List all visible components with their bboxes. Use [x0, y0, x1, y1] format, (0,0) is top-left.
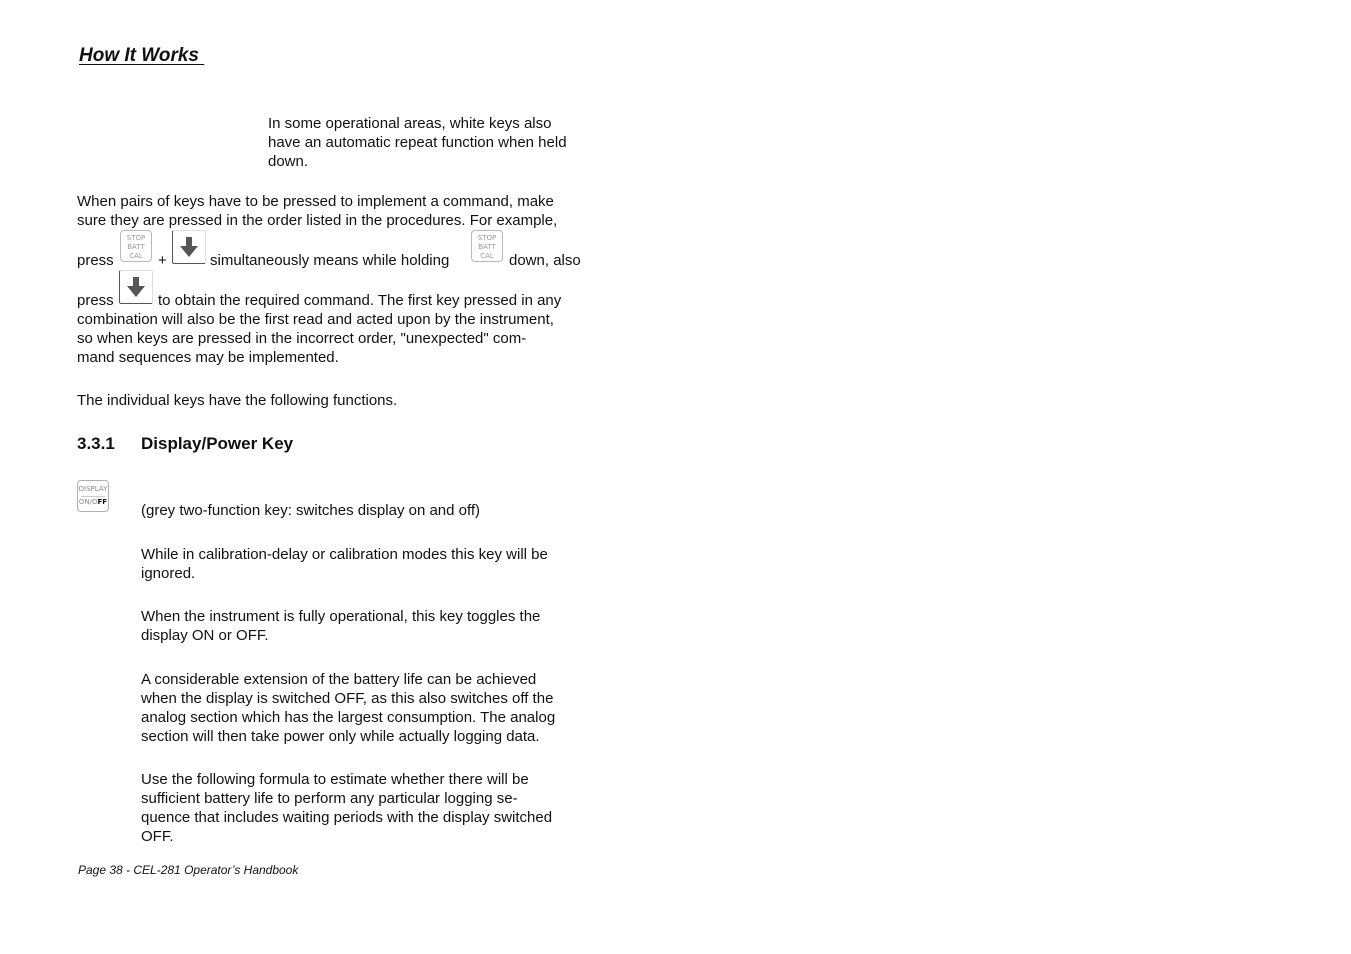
paragraph-line: quence that includes waiting periods with the display switched — [141, 809, 553, 826]
note-line: have an automatic repeat function when held — [268, 134, 567, 151]
paragraph-line: combination will also be the first read and acted upon by the instrument, — [77, 311, 554, 328]
display-power-key-icon — [77, 480, 109, 512]
section-paragraph — [141, 770, 552, 846]
paragraph-line: ignored. — [141, 565, 196, 582]
plus-sign: + — [158, 252, 167, 269]
down-arrow-key-icon — [172, 230, 206, 264]
down-also-text: down, also — [509, 252, 581, 269]
section-number: 3.3.1 — [77, 434, 115, 453]
down-arrow-key-icon — [119, 270, 153, 304]
section-title: Display/Power Key — [141, 434, 294, 453]
key-label-on: ON/O — [78, 498, 98, 506]
stop-batt-cal-key-icon — [471, 230, 503, 262]
key-order-paragraph-tail — [77, 310, 554, 367]
page-footer: Page 38 - CEL-281 Operator’s Handbook — [78, 863, 299, 877]
key-label: CAL — [129, 252, 143, 260]
paragraph-line: When the instrument is fully operational, this key toggles the — [141, 608, 541, 625]
key-order-paragraph — [77, 192, 557, 230]
note-line: In some operational areas, white keys also — [268, 115, 552, 132]
key-label: BATT — [478, 243, 496, 251]
paragraph-line: sure they are pressed in the order listed in the procedures. For example, — [77, 212, 558, 229]
key-label: STOP — [126, 234, 146, 242]
section-paragraph — [141, 545, 548, 583]
key-functions-intro: The individual keys have the following functions. — [77, 392, 398, 409]
paragraph-line: Use the following formula to estimate whether there will be — [141, 771, 529, 788]
paragraph-line: OFF. — [141, 828, 174, 845]
stop-batt-cal-key-icon — [120, 230, 152, 262]
paragraph-line: section will then take power only while actually logging data. — [141, 728, 540, 745]
paragraph-line: when the display is switched OFF, as this also switches off the — [141, 690, 554, 707]
simultaneous-text: simultaneously means while holding — [210, 252, 450, 269]
paragraph-line: When pairs of keys have to be pressed to implement a command, make — [77, 193, 554, 210]
section-paragraph — [141, 607, 540, 645]
section-paragraph — [141, 670, 555, 746]
section-heading — [77, 434, 293, 454]
page-header-title: How It Works — [79, 45, 205, 66]
key-description: (grey two-function key: switches display on and off) — [141, 502, 481, 519]
note-line: down. — [268, 153, 309, 170]
down-arrow-icon — [179, 236, 199, 258]
paragraph-line: display ON or OFF. — [141, 627, 269, 644]
key-label: CAL — [480, 252, 494, 260]
press-word: press — [77, 252, 114, 269]
down-arrow-icon — [126, 276, 146, 298]
key-label: BATT — [127, 243, 145, 251]
paragraph-line: analog section which has the largest consumption. The analog — [141, 709, 556, 726]
key-label-off: FF — [97, 498, 108, 506]
press-word: press — [77, 292, 114, 309]
paragraph-line: A considerable extension of the battery life can be achieved — [141, 671, 537, 688]
key-label: STOP — [477, 234, 497, 242]
paragraph-line: While in calibration-delay or calibration modes this key will be — [141, 546, 548, 563]
key-label: DISPLAY — [78, 485, 108, 493]
paragraph-line: sufficient battery life to perform any particular logging se- — [141, 790, 518, 807]
paragraph-line: mand sequences may be implemented. — [77, 349, 339, 366]
obtain-command-text: to obtain the required command. The first key pressed in any — [158, 292, 562, 309]
paragraph-line: so when keys are pressed in the incorrect order, "unexpected" com- — [77, 330, 527, 347]
key-label — [78, 498, 108, 507]
repeat-note — [268, 114, 567, 171]
